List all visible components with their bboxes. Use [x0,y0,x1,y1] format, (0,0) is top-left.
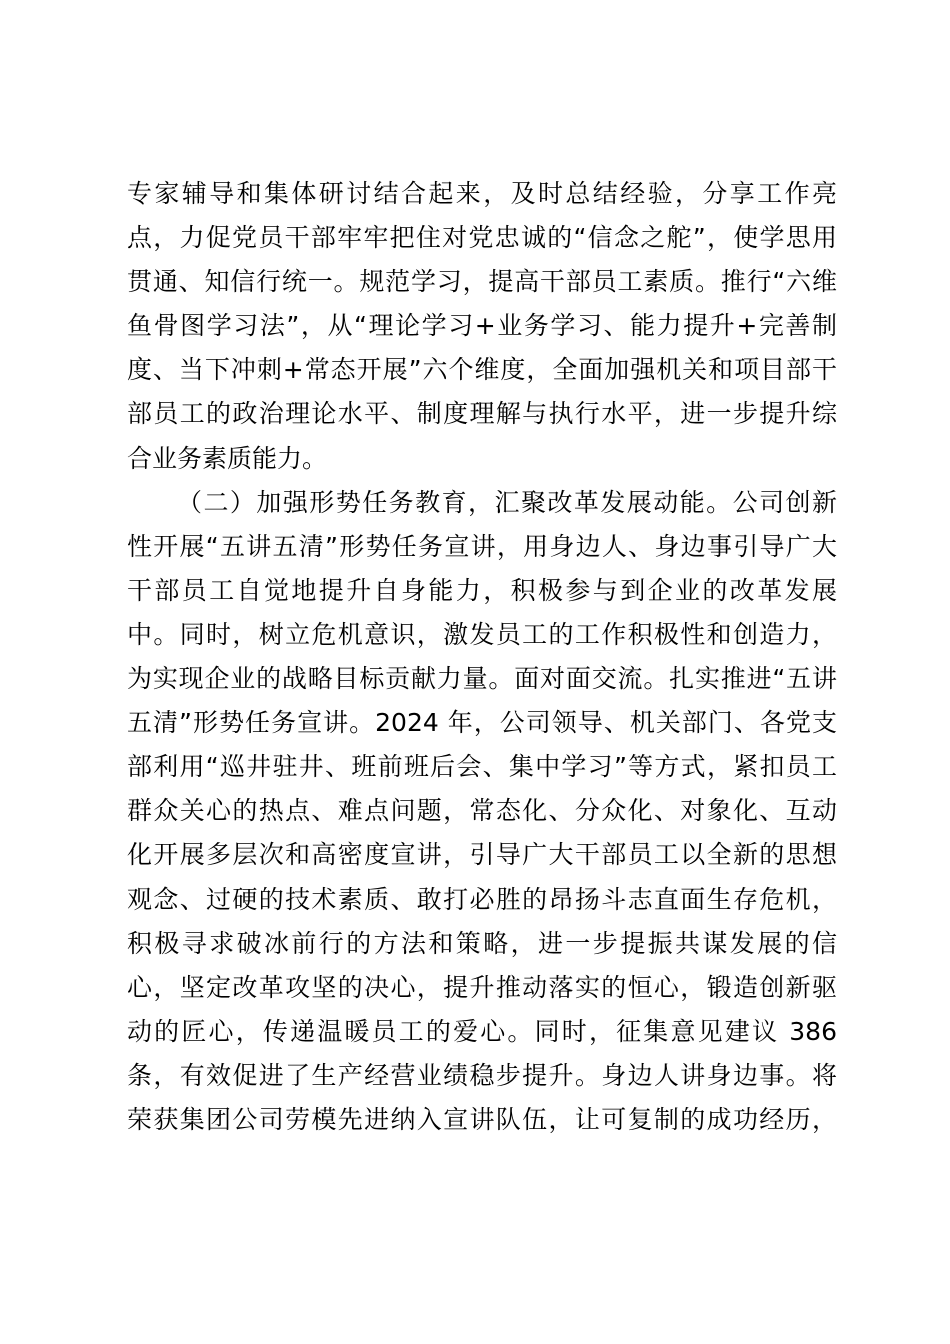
text-line: 五清”形势任务宣讲。2024 年，公司领导、机关部门、各党支 [127,708,837,738]
text-line: 观念、过硬的技术素质、敢打必胜的昂扬斗志直面生存危机， [127,884,837,914]
text-line: 点，力促党员干部牢牢把住对党忠诚的“信念之舵”，使学思用 [127,223,837,253]
text-line: 荣获集团公司劳模先进纳入宣讲队伍，让可复制的成功经历， [127,1104,837,1134]
text-line: 部利用“巡井驻井、班前班后会、集中学习”等方式，紧扣员工 [127,752,837,782]
text-line: 积极寻求破冰前行的方法和策略，进一步提振共谋发展的信 [127,928,837,958]
text-line: 中。同时，树立危机意识，激发员工的工作积极性和创造力， [127,619,837,649]
text-line: 化开展多层次和高密度宣讲，引导广大干部员工以全新的思想 [127,840,837,870]
text-line: 群众关心的热点、难点问题，常态化、分众化、对象化、互动 [127,796,837,826]
text-line: 干部员工自觉地提升自身能力，积极参与到企业的改革发展 [127,575,837,605]
text-line: 条，有效促进了生产经营业绩稳步提升。身边人讲身边事。将 [127,1060,837,1090]
text-line: 为实现企业的战略目标贡献力量。面对面交流。扎实推进“五讲 [127,664,837,694]
section-heading-line: （二）加强形势任务教育，汇聚改革发展动能。公司创新 [177,487,837,517]
text-line: 专家辅导和集体研讨结合起来，及时总结经验，分享工作亮 [127,179,837,208]
text-line: 鱼骨图学习法”，从“理论学习+业务学习、能力提升+完善制 [127,311,837,341]
text-line: 部员工的政治理论水平、制度理解与执行水平，进一步提升综 [127,399,837,429]
text-line: 心，坚定改革攻坚的决心，提升推动落实的恒心，锻造创新驱 [127,972,837,1002]
text-line: 性开展“五讲五清”形势任务宣讲，用身边人、身边事引导广大 [127,531,837,561]
body-text [127,172,837,1142]
text-line: 贯通、知信行统一。规范学习，提高干部员工素质。推行“六维 [127,267,837,297]
text-line: 度、当下冲刺+常态开展”六个维度，全面加强机关和项目部干 [127,355,837,385]
paragraph-end-line: 合业务素质能力。 [127,443,328,473]
text-line: 动的匠心，传递温暖员工的爱心。同时，征集意见建议 386 [127,1016,837,1046]
